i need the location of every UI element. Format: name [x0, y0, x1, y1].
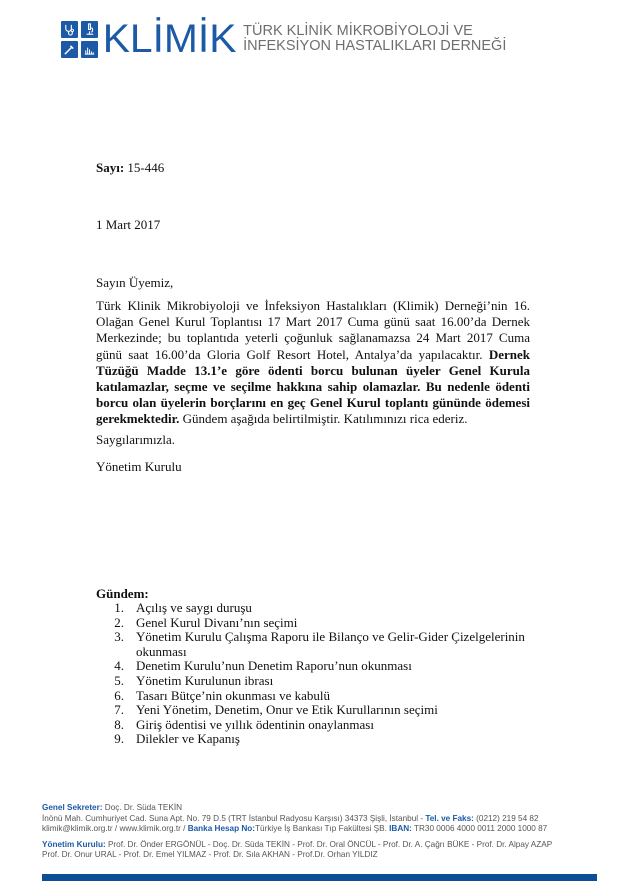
- organization-name: [243, 24, 506, 54]
- agenda-item-number: 6.: [114, 687, 124, 703]
- footer-divider-bar: [42, 874, 597, 881]
- agenda-item: [96, 689, 536, 704]
- footer-board-line-1: [42, 840, 602, 851]
- letter-date: 1 Mart 2017: [96, 217, 161, 232]
- klimik-logo: [61, 19, 506, 59]
- agenda-item: [96, 601, 536, 616]
- tagline-line-1: TÜRK KLİNİK MİKROBİYOLOJİ VE: [243, 23, 473, 39]
- agenda-item: [96, 616, 536, 631]
- logo-wordmark: KLİMİK: [102, 17, 237, 61]
- tel-value: (0212) 219 54 82: [473, 813, 539, 823]
- bank-label: Banka Hesap No:: [187, 824, 256, 833]
- secretary-name: Doç. Dr. Süda TEKİN: [102, 803, 183, 812]
- agenda-item-number: 8.: [114, 716, 124, 732]
- agenda-item-text: Dilekler ve Kapanış: [136, 731, 240, 747]
- address: İnönü Mah. Cumhuriyet Cad. Suna Apt. No. 79 D.5 (TRT İstanbul Radyosu Karşısı) 34373 Şişli, İstanbul -: [42, 813, 426, 823]
- agenda-item-number: 5.: [114, 672, 124, 688]
- iban-value: TR30 0006 4000 0011 2000 1000 87: [411, 824, 548, 833]
- secretary-label: Genel Sekreter:: [42, 803, 103, 812]
- agenda-title: Gündem:: [96, 586, 149, 601]
- agenda-item-text: Genel Kurul Divanı’nın seçimi: [136, 614, 298, 630]
- agenda-item: [96, 674, 536, 689]
- body-text-intro: Türk Klinik Mikrobiyoloji ve İnfeksiyon Hastalıkları (Klimik) Derneği’nin 16. Olağan Genel Kurul Toplantısı 17 Mart 2017 Cuma günü saat 16.00’da Dernek Merkezinde; bu toplantıda yeterli çoğunluk sağlanamazsa 24 Mart 2017 Cuma günü saat 16.00’da Gloria Golf Resort Hotel, Antalya’da yapılacaktır.: [96, 298, 530, 362]
- agenda-item-text: Denetim Kurulu’nun Denetim Raporu’nun okunması: [136, 658, 412, 674]
- agenda-item-number: 3.: [114, 629, 124, 645]
- agenda-item-number: 9.: [114, 731, 124, 747]
- signature: Yönetim Kurulu: [96, 459, 182, 474]
- stethoscope-icon: [61, 21, 78, 38]
- email-website: klimik@klimik.org.tr / www.klimik.org.tr /: [42, 824, 188, 833]
- body-text-bold-notice: Dernek Tüzüğü Madde 13.1’e göre ödenti borcu bulunan üyeler Genel Kurula katılamazlar, seçme ve seçilme hakkına sahip olamazlar. Bu nedenle ödenti borcu olan üyelerin borçlarını en geç Genel Kurul toplantı gününde ödemesi gerekmektedir.: [96, 346, 530, 427]
- agenda-item: [96, 732, 536, 747]
- agenda-item-text: Yeni Yönetim, Denetim, Onur ve Etik Kurullarının seçimi: [136, 702, 438, 718]
- agenda-item-text: Tasarı Bütçe’nin okunması ve kabulü: [136, 687, 331, 703]
- bank-value: Türkiye İş Bankası Tıp Fakültesi ŞB.: [255, 824, 390, 833]
- agenda-item: [96, 703, 536, 718]
- footer-board-line-2: Prof. Dr. Onur URAL - Prof. Dr. Emel YILMAZ - Prof. Dr. Sıla AKHAN - Prof.Dr. Orhan YILDIZ: [42, 850, 378, 859]
- agenda-item-text: Yönetim Kurulunun ibrası: [136, 672, 274, 688]
- reference-number: [96, 160, 164, 176]
- syringe-icon: [61, 41, 78, 58]
- footer-secretary-line: [42, 803, 602, 814]
- footer-contact-bank-line: [42, 824, 602, 835]
- agenda-item: [96, 659, 536, 674]
- board-label: Yönetim Kurulu:: [42, 839, 106, 849]
- agenda-item-text: Açılış ve saygı duruşu: [136, 600, 252, 615]
- body-text-outro: Gündem aşağıda belirtilmiştir. Katılımınızı rica ederiz.: [179, 411, 468, 427]
- agenda-item-text: Giriş ödentisi ve yıllık ödentinin onaylanması: [136, 716, 374, 732]
- board-members-1: Prof. Dr. Önder ERGÖNÜL - Doç. Dr. Süda TEKİN - Prof. Dr. Oral ÖNCÜL - Prof. Dr. A. Çağrı BÜKE - Prof. Dr. Alpay AZAP: [105, 839, 553, 849]
- agenda-list: [96, 601, 536, 747]
- iban-label: IBAN:: [389, 824, 412, 833]
- closing: Saygılarımızla.: [96, 432, 176, 447]
- tel-label: Tel. ve Faks:: [425, 813, 474, 823]
- tagline-line-2: İNFEKSİYON HASTALIKLARI DERNEĞİ: [243, 38, 507, 54]
- bar-chart-icon: [81, 41, 98, 58]
- agenda-item-number: 2.: [114, 614, 124, 630]
- salutation: Sayın Üyemiz,: [96, 275, 174, 290]
- letter-body: [96, 298, 530, 428]
- agenda-item: [96, 630, 536, 659]
- agenda-item-text: Yönetim Kurulu Çalışma Raporu ile Bilanço ve Gelir-Gider Çizelgelerinin okunması: [136, 629, 525, 659]
- agenda-item-number: 4.: [114, 658, 124, 674]
- reference-label: Sayı:: [96, 160, 125, 175]
- agenda-item: [96, 718, 536, 733]
- microscope-icon: [81, 21, 98, 38]
- footer-address-line: [42, 814, 602, 825]
- reference-value: 15-446: [124, 160, 165, 175]
- logo-icon-grid: [61, 21, 98, 58]
- agenda-item-number: 1.: [114, 600, 124, 615]
- letterhead-footer: [42, 803, 602, 861]
- agenda-item-number: 7.: [114, 702, 124, 718]
